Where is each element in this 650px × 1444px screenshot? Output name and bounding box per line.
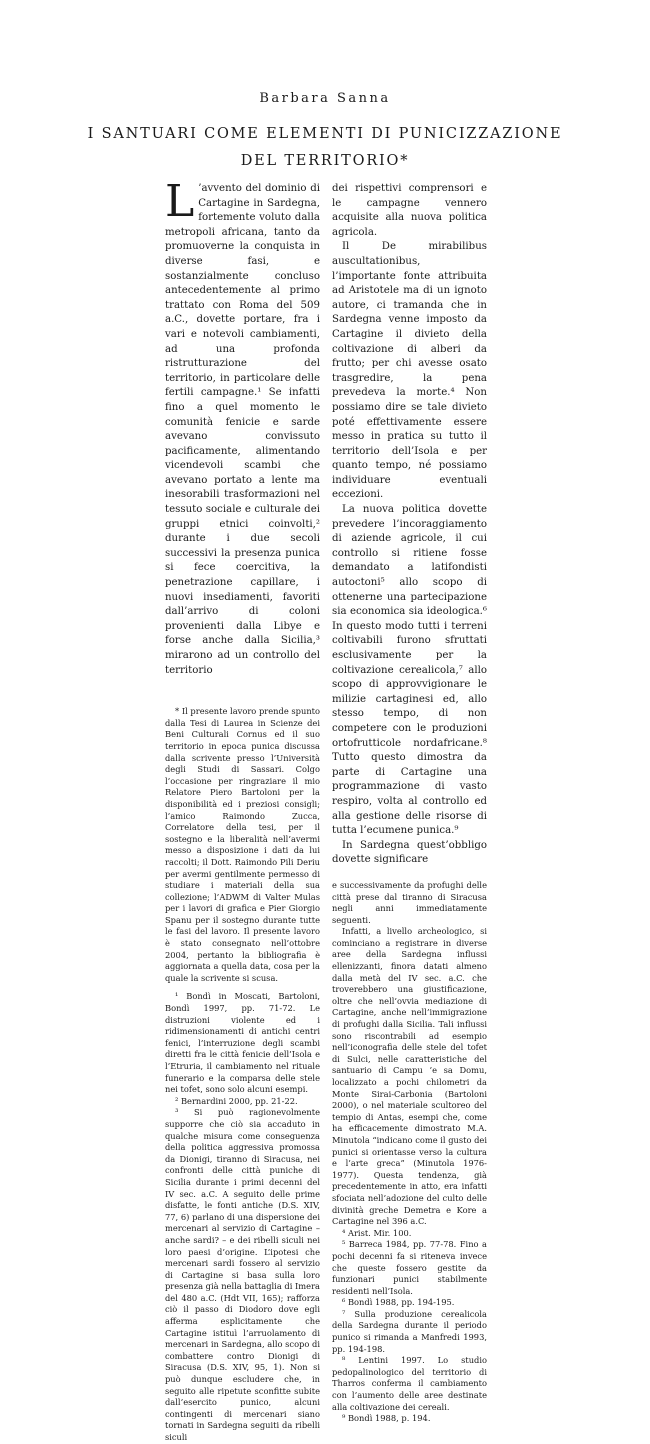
footnote-3-continued: e successivamente da profughi delle città prese dal tiranno di Siracusa negli anni immediatamente seguenti. [332, 879, 487, 925]
title-line-2: DEL TERRITORIO* [240, 153, 410, 169]
author-name: Barbara Sanna [259, 91, 391, 106]
footnote-5: ⁵ Barreca 1984, pp. 77-78. Fino a pochi decenni fa si riteneva invece che queste fossero gestite da funzionari punici stabilmente residenti nell’Isola. [332, 1239, 487, 1296]
footnote-3: ³ Si può ragionevolmente supporre che ciò sia accaduto in qualche misura come conseguenza della politica aggressiva promossa da Dionigi, tiranno di Siracusa, nei confronti delle città puniche di Sicilia durante i primi decenni del IV sec. a.C. A seguito delle prime disfatte, le fonti antiche (D.S. XIV, 77, 6) parlano di una dispersione dei mercenari al servizio di Cartagine – anche sardi? – e dei ribelli siculi nei loro paesi d’origine. L’ipotesi che mercenari sardi fossero al servizio di Cartagine si basa sulla loro presenza già nella battaglia di Imera del 480 a.C. (Hdt VII, 165); rafforza ciò il passo di Diodoro dove egli afferma esplicitamente che Cartagine istituì l’arruolamento di mercenari in Sardegna, allo scopo di combattere contro Dionigi di Siracusa (D.S. XIV, 95, 1). Non si può dunque escludere che, in seguito alle ripetute sconfitte subite dall’esercito punico, alcuni contingenti di mercenari siano tornati in Sardegna seguiti da ribelli siculi [165, 1107, 320, 1442]
paragraph-1 [165, 176, 320, 678]
column-gap [165, 678, 320, 706]
paragraph-4: In Sardegna quest’obbligo dovette significare [332, 839, 487, 866]
footnote-6: ⁶ Bondì 1988, pp. 194-195. [342, 1297, 455, 1308]
right-column [332, 182, 487, 1425]
column-gap [332, 868, 487, 880]
footnote-1: ¹ Bondì in Moscati, Bartoloni, Bondì 1997, pp. 71-72. Le distruzioni violente ed i ridimensionamenti di antichi centri fenici, l’interruzione degli scambi diretti fra le città fenicie dell’Isola e l’Etruria, il cambiamento nel rituale funerario e la comparsa delle stele nei tofet, sono solo alcuni esempi. [165, 991, 320, 1095]
footnote-gap [165, 984, 320, 991]
left-column [165, 176, 320, 1444]
footnote-8: ⁸ Lentini 1997. Lo studio pedopalinologico del territorio di Tharros conferma il cambiamento con l’aumento delle aree destinate alla coltivazione dei cereali. [332, 1355, 487, 1412]
paragraph-1-text: ’avvento del dominio di Cartagine in Sardegna, fortemente voluto dalla metropoli africana, tanto da promuoverne la conquista in diverse fasi, e sostanzialmente concluso antecedentemente al primo trattato con Roma del 509 a.C., dovette portare, fra i vari e notevoli cambiamenti, ad una profonda ristrutturazione del territorio, in particolare delle fertili campagne.¹ Se infatti fino a quel momento le comunità fenicie e sarde avevano convissuto pacificamente, alimentando vicendevoli scambi che avevano portato a lente ma inesorabili trasformazioni nel tessuto sociale e culturale dei gruppi etnici coinvolti,² durante i due secoli successivi la presenza punica si fece coercitiva, la penetrazione capillare, i nuovi insediamenti, favoriti dall’arrivo di coloni provenienti dalla Libye e forse anche dalla Sicilia,³ mirarono ad un controllo del territorio [165, 183, 320, 676]
footnote-9: ⁹ Bondì 1988, p. 194. [342, 1413, 431, 1424]
paragraph-1-continued: dei rispettivi comprensori e le campagne vennero acquisite alla nuova politica agricola. [332, 183, 487, 238]
footnote-3-paragraph: Infatti, a livello archeologico, si cominciano a registrare in diverse aree della Sardegna influssi ellenizzanti, finora datati almeno dalla metà del IV sec. a.C. che troverebbero una giustificazione, oltre che nell’ovvia mediazione di Cartagine, anche nell’immigrazione di profughi dalla Sicilia. Tali influssi sono riscontrabili ad esempio nell’iconografia delle stele del tofet di Sulci, nelle caratteristiche del santuario di Campu ’e sa Domu, localizzato a pochi chilometri da Monte Sirai-Carbonia (Bartoloni 2000), o nel materiale scultoreo del tempio di Antas, esempi che, come ha efficacemente dimostrato M.A. Minutola “indicano come il gusto dei punici si orientasse verso la cultura e l’arte greca” (Minutola 1976-1977). Questa tendenza, già precedentemente in atto, era infatti sfociata nell’adozione del culto delle divinità greche Demetra e Kore a Cartagine nel 396 a.C. [332, 926, 487, 1227]
drop-cap: L [165, 176, 195, 227]
footnote-4: ⁴ Arist. Mir. 100. [342, 1227, 412, 1238]
paragraph-3: La nuova politica dovette prevedere l’incoraggiamento di aziende agricole, il cui controllo si ritiene fosse demandato a latifondisti autoctoni⁵ allo scopo di ottenerne una partecipazione sia economica sia ideologica.⁶ In questo modo tutti i terreni coltivabili furono sfruttati esclusivamente per la coltivazione cerealicola,⁷ allo scopo di approvvigionare le milizie cartaginesi ed, allo stesso tempo, di non competere con le produzioni ortofrutticole nordafricane.⁸ Tutto questo dimostra da parte di Cartagine una programmazione di vasto respiro, volta al controllo ed alla gestione delle risorse di tutta l’ecumene punica.⁹ [332, 504, 487, 837]
article-title [0, 121, 650, 175]
footnote-2: ² Bernardini 2000, pp. 21-22. [175, 1095, 298, 1106]
footnote-7: ⁷ Sulla produzione cerealicola della Sardegna durante il periodo punico si rimanda a Manfredi 1993, pp. 194-198. [332, 1308, 487, 1354]
paragraph-2: Il De mirabilibus auscultationibus, l’importante fonte attribuita ad Aristotele ma di un ignoto autore, ci tramanda che in Sardegna venne imposto da Cartagine il divieto della coltivazione di alberi da frutto; per chi avesse osato trasgredire, la pena prevedeva la morte.⁴ Non possiamo dire se tale divieto poté effettivamente essere messo in pratica su tutto il territorio dell’Isola e per quanto tempo, né possiamo individuare eventuali eccezioni. [332, 241, 487, 501]
footnote-star: * Il presente lavoro prende spunto dalla Tesi di Laurea in Scienze dei Beni Culturali Cornus ed il suo territorio in epoca punica discussa dalla scrivente presso l’Università degli Studi di Sassari. Colgo l’occasione per ringraziare il mio Relatore Piero Bartoloni per la disponibilità ed i preziosi consigli; l’amico Raimondo Zucca, Correlatore della tesi, per il sostegno e la liberalità nell’avermi messo a disposizione i dati da lui raccolti; il Dott. Raimondo Pili Deriu per avermi gentilmente permesso di studiare i materiali della sua collezione; l’ADWM di Valter Mulas per i lavori di grafica e Pier Giorgio Spanu per il sostegno durante tutte le fasi del lavoro. Il presente lavoro è stato consegnato nell’ottobre 2004, pertanto la bibliografia è aggiornata a quella data, cosa per la quale la scrivente si scusa. [165, 706, 320, 983]
title-line-1: I SANTUARI COME ELEMENTI DI PUNICIZZAZIONE [87, 126, 563, 142]
